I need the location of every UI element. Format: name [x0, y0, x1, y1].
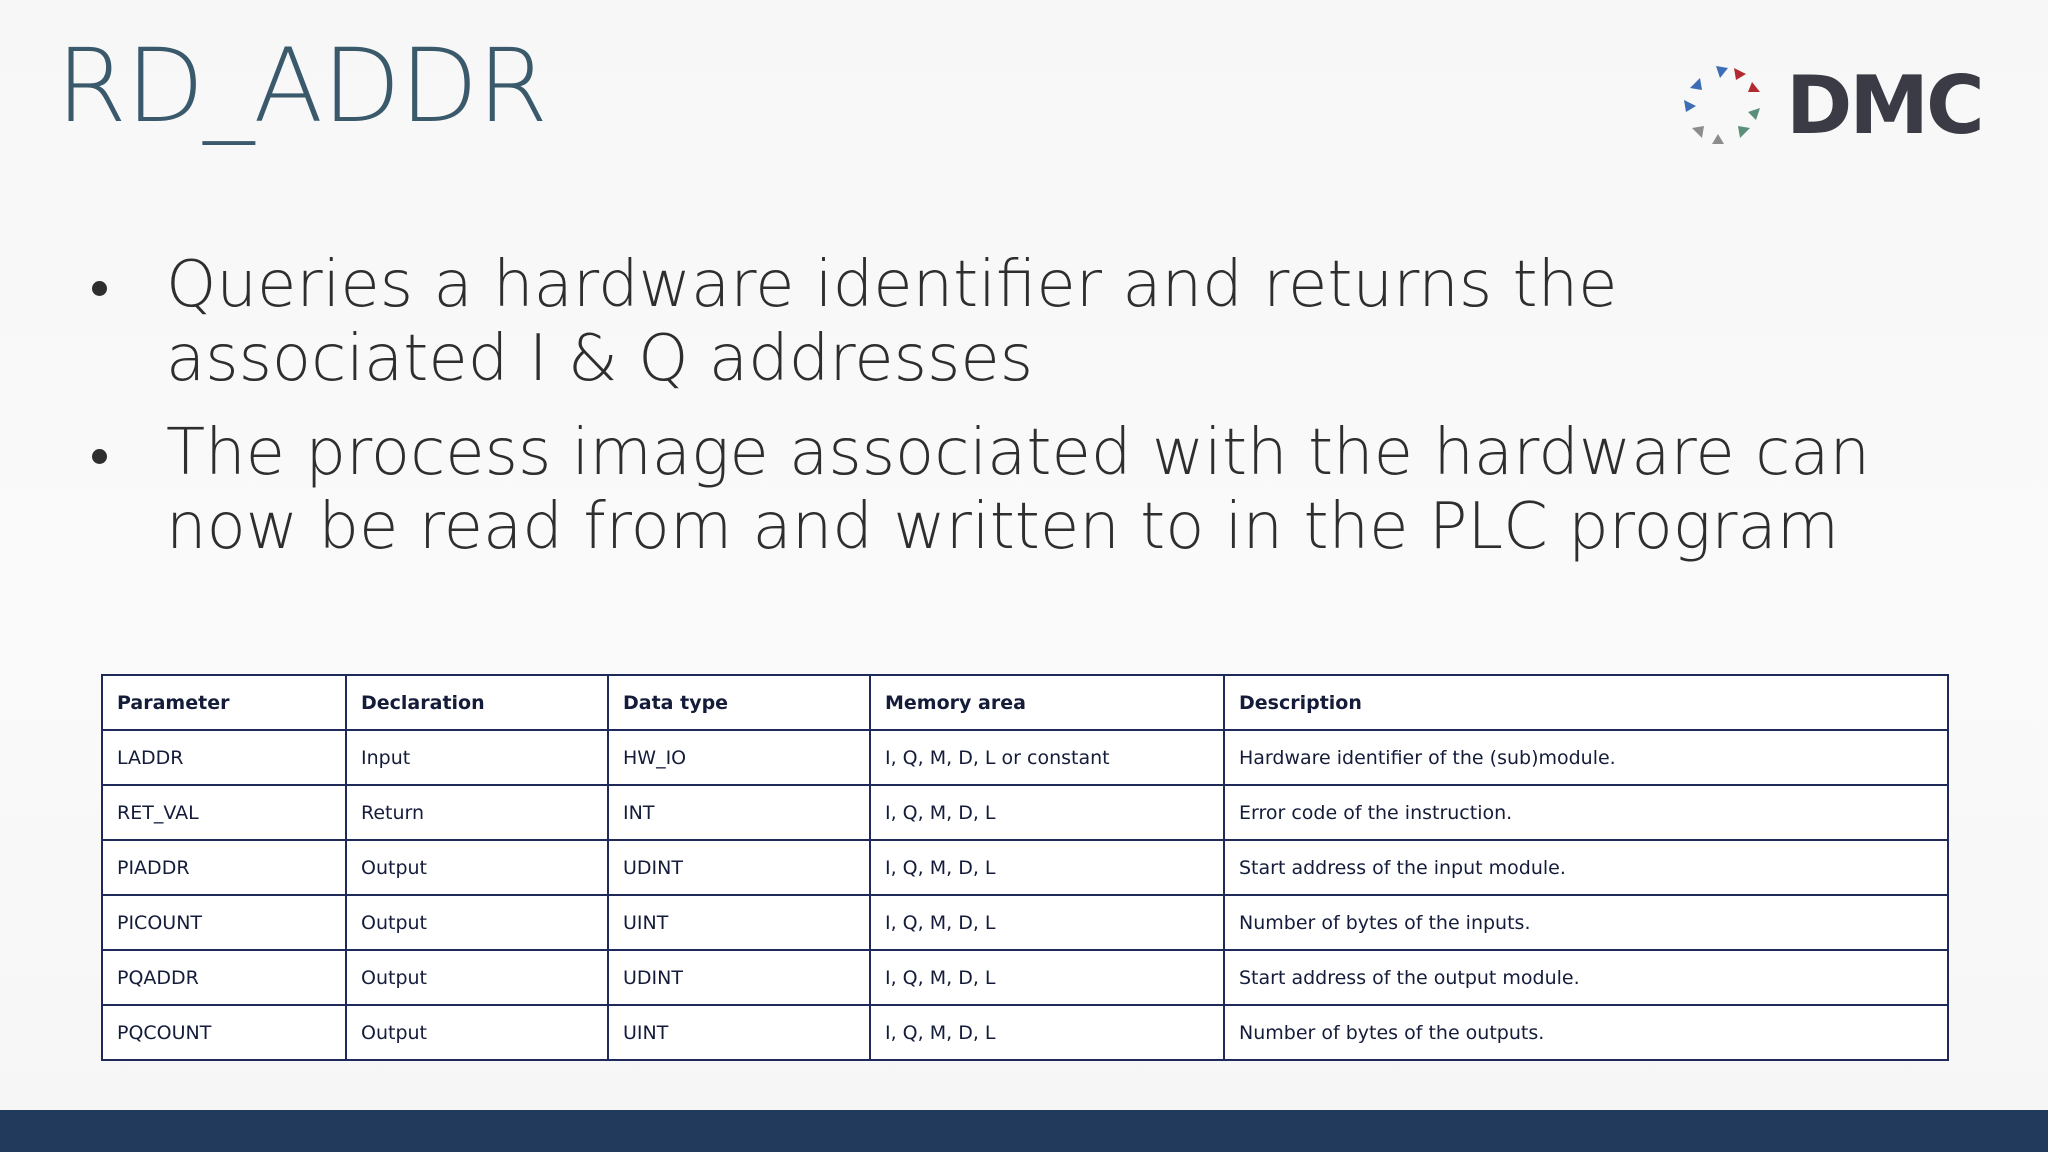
table-row — [102, 785, 1948, 840]
table-row — [102, 730, 1948, 785]
bullet-text: Queries a hardware identifier and returns the associated I & Q addresses — [166, 248, 1618, 396]
table-cell: I, Q, M, D, L or constant — [870, 730, 1224, 785]
dmc-logo — [1676, 60, 1986, 152]
table-cell: I, Q, M, D, L — [870, 950, 1224, 1005]
table-cell: UINT — [608, 895, 870, 950]
table-cell: INT — [608, 785, 870, 840]
table-cell: Output — [346, 1005, 608, 1060]
footer-bar — [0, 1110, 2048, 1152]
parameter-table-container — [101, 674, 1947, 1061]
bullet-item — [80, 248, 1980, 396]
table-cell: Input — [346, 730, 608, 785]
table-cell: UINT — [608, 1005, 870, 1060]
dmc-arrows-ring-icon — [1676, 60, 1768, 152]
column-header: Data type — [608, 675, 870, 730]
column-header: Parameter — [102, 675, 346, 730]
table-cell: Output — [346, 950, 608, 1005]
table-cell: Hardware identifier of the (sub)module. — [1224, 730, 1948, 785]
table-cell: PIADDR — [102, 840, 346, 895]
table-cell: LADDR — [102, 730, 346, 785]
table-cell: PICOUNT — [102, 895, 346, 950]
table-cell: Number of bytes of the inputs. — [1224, 895, 1948, 950]
table-row — [102, 950, 1948, 1005]
table-header-row — [102, 675, 1948, 730]
table-cell: Return — [346, 785, 608, 840]
bullet-dot-icon — [92, 281, 107, 296]
bullet-dot-icon — [92, 449, 107, 464]
table-cell: I, Q, M, D, L — [870, 895, 1224, 950]
column-header: Declaration — [346, 675, 608, 730]
table-cell: Output — [346, 895, 608, 950]
table-cell: PQCOUNT — [102, 1005, 346, 1060]
slide-title: RD_ADDR — [56, 27, 548, 146]
table-cell: RET_VAL — [102, 785, 346, 840]
table-cell: I, Q, M, D, L — [870, 1005, 1224, 1060]
bullet-list — [80, 248, 1980, 584]
table-cell: HW_IO — [608, 730, 870, 785]
table-cell: UDINT — [608, 840, 870, 895]
table-cell: UDINT — [608, 950, 870, 1005]
table-cell: Number of bytes of the outputs. — [1224, 1005, 1948, 1060]
table-cell: Start address of the input module. — [1224, 840, 1948, 895]
bullet-item — [80, 416, 1980, 564]
table-cell: Start address of the output module. — [1224, 950, 1948, 1005]
table-row — [102, 1005, 1948, 1060]
table-cell: Output — [346, 840, 608, 895]
column-header: Memory area — [870, 675, 1224, 730]
parameter-table — [101, 674, 1949, 1061]
table-cell: I, Q, M, D, L — [870, 840, 1224, 895]
table-cell: I, Q, M, D, L — [870, 785, 1224, 840]
table-row — [102, 840, 1948, 895]
logo-text: DMC — [1786, 59, 1982, 152]
bullet-text: The process image associated with the hardware can now be read from and written to in the PLC program — [166, 416, 1871, 564]
table-cell: Error code of the instruction. — [1224, 785, 1948, 840]
table-row — [102, 895, 1948, 950]
column-header: Description — [1224, 675, 1948, 730]
table-cell: PQADDR — [102, 950, 346, 1005]
